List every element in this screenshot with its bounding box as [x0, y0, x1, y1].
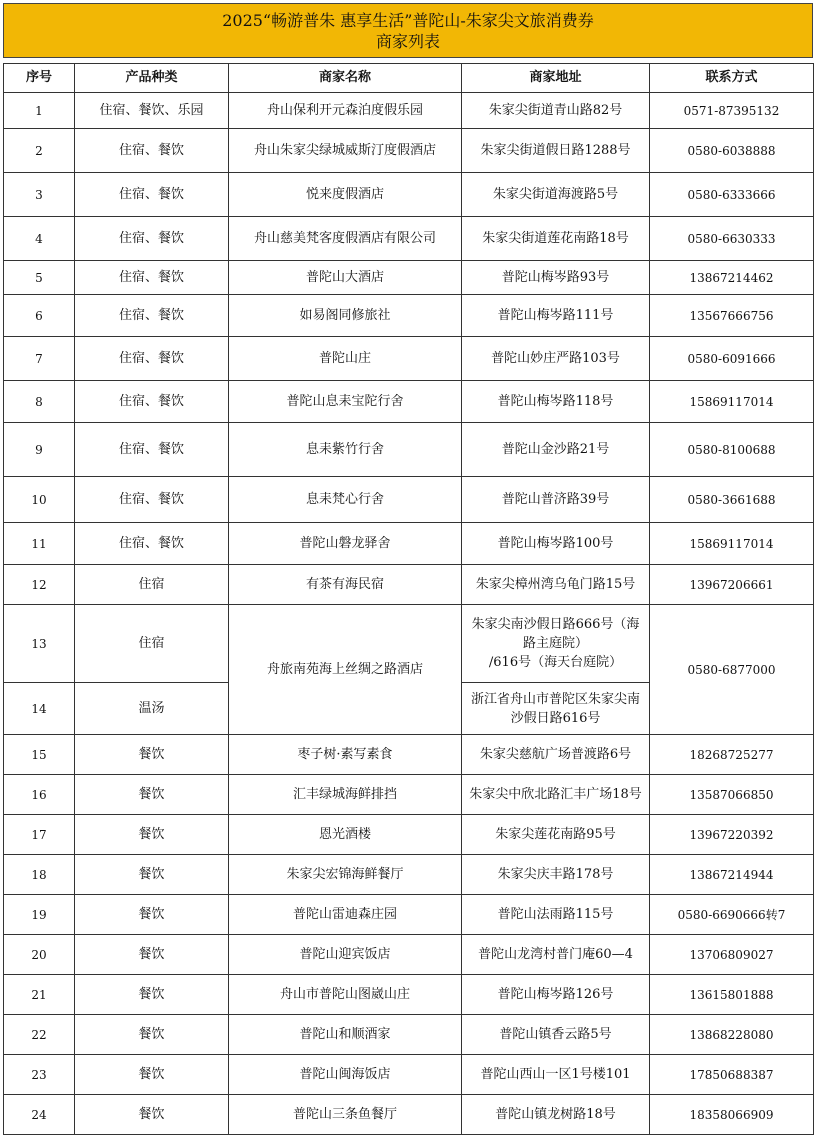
table-row	[4, 337, 814, 381]
cell-type: 餐饮	[75, 815, 229, 855]
address-line: 浙江省舟山市普陀区朱家尖南	[470, 691, 640, 707]
address-line: 朱家尖南沙假日路666号（海	[471, 617, 640, 632]
cell-address: 普陀山梅岑路126号	[462, 975, 650, 1015]
cell-name: 普陀山闽海饭店	[229, 1055, 462, 1095]
cell-type: 餐饮	[75, 1055, 229, 1095]
cell-no: 16	[4, 775, 75, 815]
cell-no: 18	[4, 855, 75, 895]
cell-no: 10	[4, 477, 75, 523]
cell-address: 普陀山梅岑路111号	[462, 295, 650, 337]
cell-address	[462, 683, 650, 735]
header-type: 产品种类	[75, 64, 229, 93]
cell-address: 朱家尖慈航广场普渡路6号	[462, 735, 650, 775]
cell-phone: 0580-6690666转7	[650, 895, 814, 935]
cell-address: 普陀山镇龙树路18号	[462, 1095, 650, 1135]
cell-no: 11	[4, 523, 75, 565]
cell-address: 朱家尖樟州湾乌龟门路15号	[462, 565, 650, 605]
header-phone: 联系方式	[650, 64, 814, 93]
cell-type: 住宿、餐饮	[75, 217, 229, 261]
table-row	[4, 261, 814, 295]
cell-address: 普陀山金沙路21号	[462, 423, 650, 477]
table-row	[4, 93, 814, 129]
cell-name: 息耒梵心行舍	[229, 477, 462, 523]
cell-phone: 15869117014	[650, 381, 814, 423]
table-row	[4, 1015, 814, 1055]
cell-phone: 0580-6038888	[650, 129, 814, 173]
cell-address: 普陀山法雨路115号	[462, 895, 650, 935]
header-name: 商家名称	[229, 64, 462, 93]
cell-name: 普陀山磐龙驿舍	[229, 523, 462, 565]
cell-no: 17	[4, 815, 75, 855]
cell-phone: 0580-6333666	[650, 173, 814, 217]
cell-phone: 0580-8100688	[650, 423, 814, 477]
cell-no: 3	[4, 173, 75, 217]
table-row	[4, 775, 814, 815]
title-banner	[3, 3, 813, 58]
table-row	[4, 895, 814, 935]
table-row	[4, 735, 814, 775]
table-row	[4, 975, 814, 1015]
cell-no: 23	[4, 1055, 75, 1095]
cell-phone: 13867214944	[650, 855, 814, 895]
cell-address: 普陀山西山一区1号楼101	[462, 1055, 650, 1095]
cell-phone: 13868228080	[650, 1015, 814, 1055]
cell-address: 普陀山镇香云路5号	[462, 1015, 650, 1055]
table-row	[4, 1055, 814, 1095]
cell-phone: 13867214462	[650, 261, 814, 295]
cell-no: 13	[4, 605, 75, 683]
cell-address: 普陀山梅岑路100号	[462, 523, 650, 565]
cell-type: 住宿	[75, 565, 229, 605]
header-address: 商家地址	[462, 64, 650, 93]
cell-type: 住宿、餐饮	[75, 337, 229, 381]
cell-name: 息耒紫竹行舍	[229, 423, 462, 477]
cell-address: 朱家尖庆丰路178号	[462, 855, 650, 895]
title-line-1: 2025“畅游普朱 惠享生活”普陀山-朱家尖文旅消费券	[222, 10, 594, 30]
cell-address: 朱家尖莲花南路95号	[462, 815, 650, 855]
table-row	[4, 295, 814, 337]
cell-phone: 13706809027	[650, 935, 814, 975]
cell-phone: 18358066909	[650, 1095, 814, 1135]
cell-name: 普陀山大酒店	[229, 261, 462, 295]
cell-address: 朱家尖街道莲花南路18号	[462, 217, 650, 261]
cell-type: 餐饮	[75, 895, 229, 935]
table-row	[4, 855, 814, 895]
cell-phone-merged: 0580-6877000	[650, 605, 814, 735]
cell-type: 住宿、餐饮、乐园	[75, 93, 229, 129]
cell-no: 15	[4, 735, 75, 775]
cell-name: 普陀山息耒宝陀行舍	[229, 381, 462, 423]
cell-type: 住宿、餐饮	[75, 381, 229, 423]
cell-type: 餐饮	[75, 855, 229, 895]
table-row	[4, 605, 814, 683]
cell-type: 住宿、餐饮	[75, 129, 229, 173]
cell-name: 舟山朱家尖绿城威斯汀度假酒店	[229, 129, 462, 173]
cell-no: 1	[4, 93, 75, 129]
cell-name: 普陀山庄	[229, 337, 462, 381]
cell-no: 14	[4, 683, 75, 735]
address-line: /616号（海天台庭院）	[488, 655, 623, 670]
cell-phone: 13567666756	[650, 295, 814, 337]
table-row	[4, 1095, 814, 1135]
cell-no: 7	[4, 337, 75, 381]
cell-name: 普陀山雷迪森庄园	[229, 895, 462, 935]
cell-no: 12	[4, 565, 75, 605]
table-row	[4, 381, 814, 423]
cell-phone: 0580-6630333	[650, 217, 814, 261]
cell-address: 朱家尖中欣北路汇丰广场18号	[462, 775, 650, 815]
address-line: 沙假日路616号	[510, 710, 601, 726]
title-line-2: 商家列表	[375, 31, 440, 51]
cell-type: 住宿、餐饮	[75, 477, 229, 523]
cell-type: 住宿、餐饮	[75, 261, 229, 295]
cell-type: 住宿	[75, 605, 229, 683]
cell-type: 温汤	[75, 683, 229, 735]
cell-name: 如易阁同修旅社	[229, 295, 462, 337]
header-row	[4, 64, 814, 93]
cell-phone: 0580-3661688	[650, 477, 814, 523]
table-row	[4, 477, 814, 523]
cell-name: 枣子树·素写素食	[229, 735, 462, 775]
cell-type: 餐饮	[75, 935, 229, 975]
cell-no: 6	[4, 295, 75, 337]
cell-type: 餐饮	[75, 735, 229, 775]
cell-name: 有茶有海民宿	[229, 565, 462, 605]
cell-no: 8	[4, 381, 75, 423]
cell-address: 普陀山梅岑路118号	[462, 381, 650, 423]
cell-type: 住宿、餐饮	[75, 173, 229, 217]
cell-phone: 13615801888	[650, 975, 814, 1015]
cell-no: 19	[4, 895, 75, 935]
cell-name: 普陀山三条鱼餐厅	[229, 1095, 462, 1135]
cell-phone: 0580-6091666	[650, 337, 814, 381]
cell-name: 悦来度假酒店	[229, 173, 462, 217]
cell-no: 21	[4, 975, 75, 1015]
cell-type: 餐饮	[75, 775, 229, 815]
address-line: 路主庭院）	[522, 636, 588, 651]
cell-name: 恩光酒楼	[229, 815, 462, 855]
merchant-table	[3, 63, 814, 1135]
cell-address: 朱家尖街道青山路82号	[462, 93, 650, 129]
table-row	[4, 935, 814, 975]
cell-no: 9	[4, 423, 75, 477]
cell-phone: 13967220392	[650, 815, 814, 855]
cell-name-merged: 舟旅南苑海上丝绸之路酒店	[229, 605, 462, 735]
cell-address	[462, 605, 650, 683]
cell-phone: 17850688387	[650, 1055, 814, 1095]
cell-no: 4	[4, 217, 75, 261]
table-row	[4, 565, 814, 605]
cell-no: 2	[4, 129, 75, 173]
cell-name: 舟山市普陀山图崴山庄	[229, 975, 462, 1015]
cell-phone: 15869117014	[650, 523, 814, 565]
cell-phone: 13587066850	[650, 775, 814, 815]
header-no: 序号	[4, 64, 75, 93]
table-row	[4, 217, 814, 261]
cell-name: 舟山慈美梵客度假酒店有限公司	[229, 217, 462, 261]
merchant-list-sheet	[3, 3, 813, 1135]
cell-phone: 18268725277	[650, 735, 814, 775]
cell-type: 住宿、餐饮	[75, 523, 229, 565]
cell-address: 普陀山普济路39号	[462, 477, 650, 523]
cell-address: 朱家尖街道假日路1288号	[462, 129, 650, 173]
cell-name: 普陀山和顺酒家	[229, 1015, 462, 1055]
table-row	[4, 129, 814, 173]
table-row	[4, 523, 814, 565]
cell-name: 朱家尖宏锦海鲜餐厅	[229, 855, 462, 895]
table-row	[4, 173, 814, 217]
cell-no: 24	[4, 1095, 75, 1135]
table-row	[4, 815, 814, 855]
cell-type: 住宿、餐饮	[75, 295, 229, 337]
cell-address: 普陀山梅岑路93号	[462, 261, 650, 295]
cell-type: 餐饮	[75, 1095, 229, 1135]
cell-type: 住宿、餐饮	[75, 423, 229, 477]
cell-name: 普陀山迎宾饭店	[229, 935, 462, 975]
cell-phone: 0571-87395132	[650, 93, 814, 129]
cell-type: 餐饮	[75, 1015, 229, 1055]
cell-name: 舟山保利开元森泊度假乐园	[229, 93, 462, 129]
table-row	[4, 423, 814, 477]
cell-address: 普陀山妙庄严路103号	[462, 337, 650, 381]
cell-type: 餐饮	[75, 975, 229, 1015]
cell-no: 20	[4, 935, 75, 975]
cell-no: 5	[4, 261, 75, 295]
cell-address: 普陀山龙湾村普门庵60—4	[462, 935, 650, 975]
cell-name: 汇丰绿城海鲜排挡	[229, 775, 462, 815]
cell-no: 22	[4, 1015, 75, 1055]
cell-address: 朱家尖街道海渡路5号	[462, 173, 650, 217]
cell-phone: 13967206661	[650, 565, 814, 605]
